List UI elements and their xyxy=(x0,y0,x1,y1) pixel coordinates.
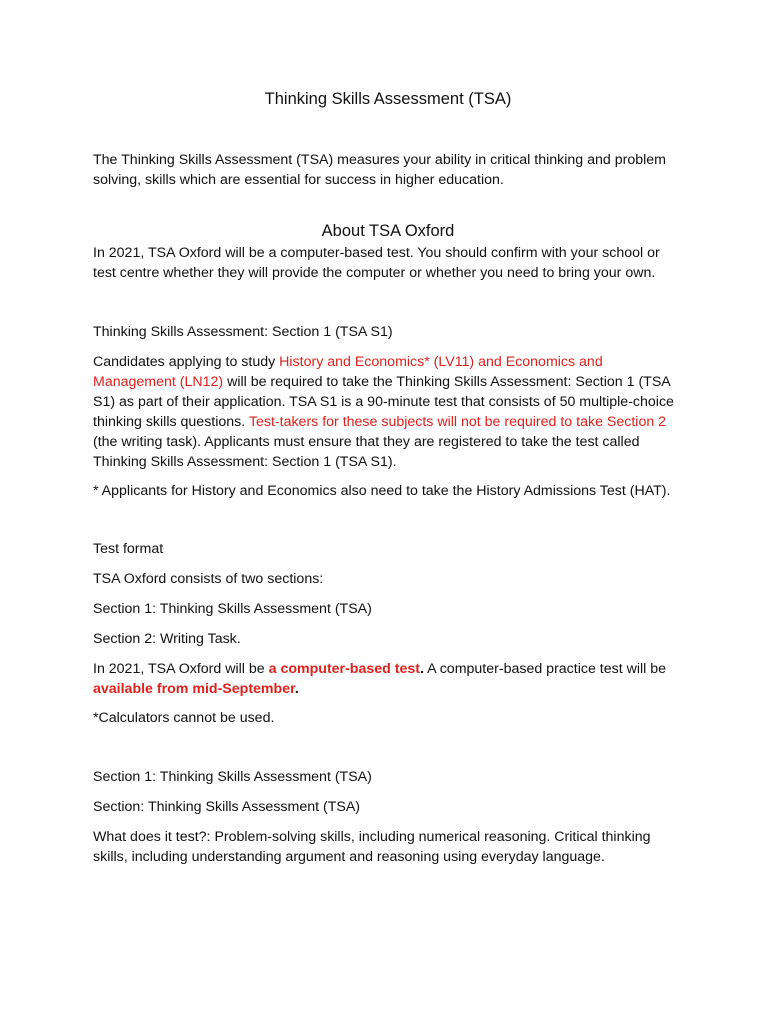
section2-line: Section 2: Writing Task. xyxy=(93,631,241,647)
computer-based-text-1: In 2021, TSA Oxford will be xyxy=(93,661,269,677)
candidates-text-1: Candidates applying to study xyxy=(93,354,280,370)
consists-of-line: TSA Oxford consists of two sections: xyxy=(93,571,324,587)
computer-based-period: . xyxy=(419,661,424,677)
candidates-section2-highlight: Test-takers for these subjects will not be required to take Section 2 xyxy=(248,414,667,430)
document-content xyxy=(93,88,683,867)
section-label: Section: Thinking Skills Assessment (TSA) xyxy=(93,799,361,815)
mid-september-period: . xyxy=(294,681,299,697)
test-format-heading: Test format xyxy=(93,541,164,557)
computer-based-text-2: A computer-based practice test will be xyxy=(423,661,667,677)
calculators-note: *Calculators cannot be used. xyxy=(93,710,275,726)
candidates-paragraph xyxy=(93,352,683,472)
section1-detail-heading: Section 1: Thinking Skills Assessment (TSA) xyxy=(93,769,372,785)
computer-based-highlight: a computer-based test xyxy=(268,661,420,677)
hat-footnote: * Applicants for History and Economics also need to take the History Admissions Test (HAT). xyxy=(93,483,671,499)
section1-heading: Thinking Skills Assessment: Section 1 (TSA S1) xyxy=(93,324,393,340)
candidates-text-2: will be required to take the Thinking Skills Assessment: Section 1 (TSA S1) as part of their application. TSA S1 is a 90-minute test that consists of 50 multiple-choice thinking skills questions. xyxy=(93,374,674,430)
candidates-subjects-highlight: History and Economics* (LV11) and Economics and Management (LN12) xyxy=(93,354,603,390)
mid-september-highlight: available from mid-September xyxy=(93,681,295,697)
page-title: Thinking Skills Assessment (TSA) xyxy=(264,90,512,108)
what-test-paragraph: What does it test?: Problem-solving skills, including numerical reasoning. Critical thinking skills, including understanding argument and reasoning using everyday language. xyxy=(93,829,651,865)
candidates-text-3: (the writing task). Applicants must ensure that they are registered to take the test called Thinking Skills Assessment: Section 1 (TSA S1). xyxy=(93,434,640,470)
section1-line: Section 1: Thinking Skills Assessment (TSA) xyxy=(93,601,372,617)
intro-paragraph: The Thinking Skills Assessment (TSA) measures your ability in critical thinking and problem solving, skills which are essential for success in higher education. xyxy=(93,152,666,188)
about-paragraph: In 2021, TSA Oxford will be a computer-based test. You should confirm with your school or test centre whether they will provide the computer or whether you need to bring your own. xyxy=(93,245,660,281)
computer-based-paragraph xyxy=(93,659,683,699)
about-heading: About TSA Oxford xyxy=(321,222,455,240)
